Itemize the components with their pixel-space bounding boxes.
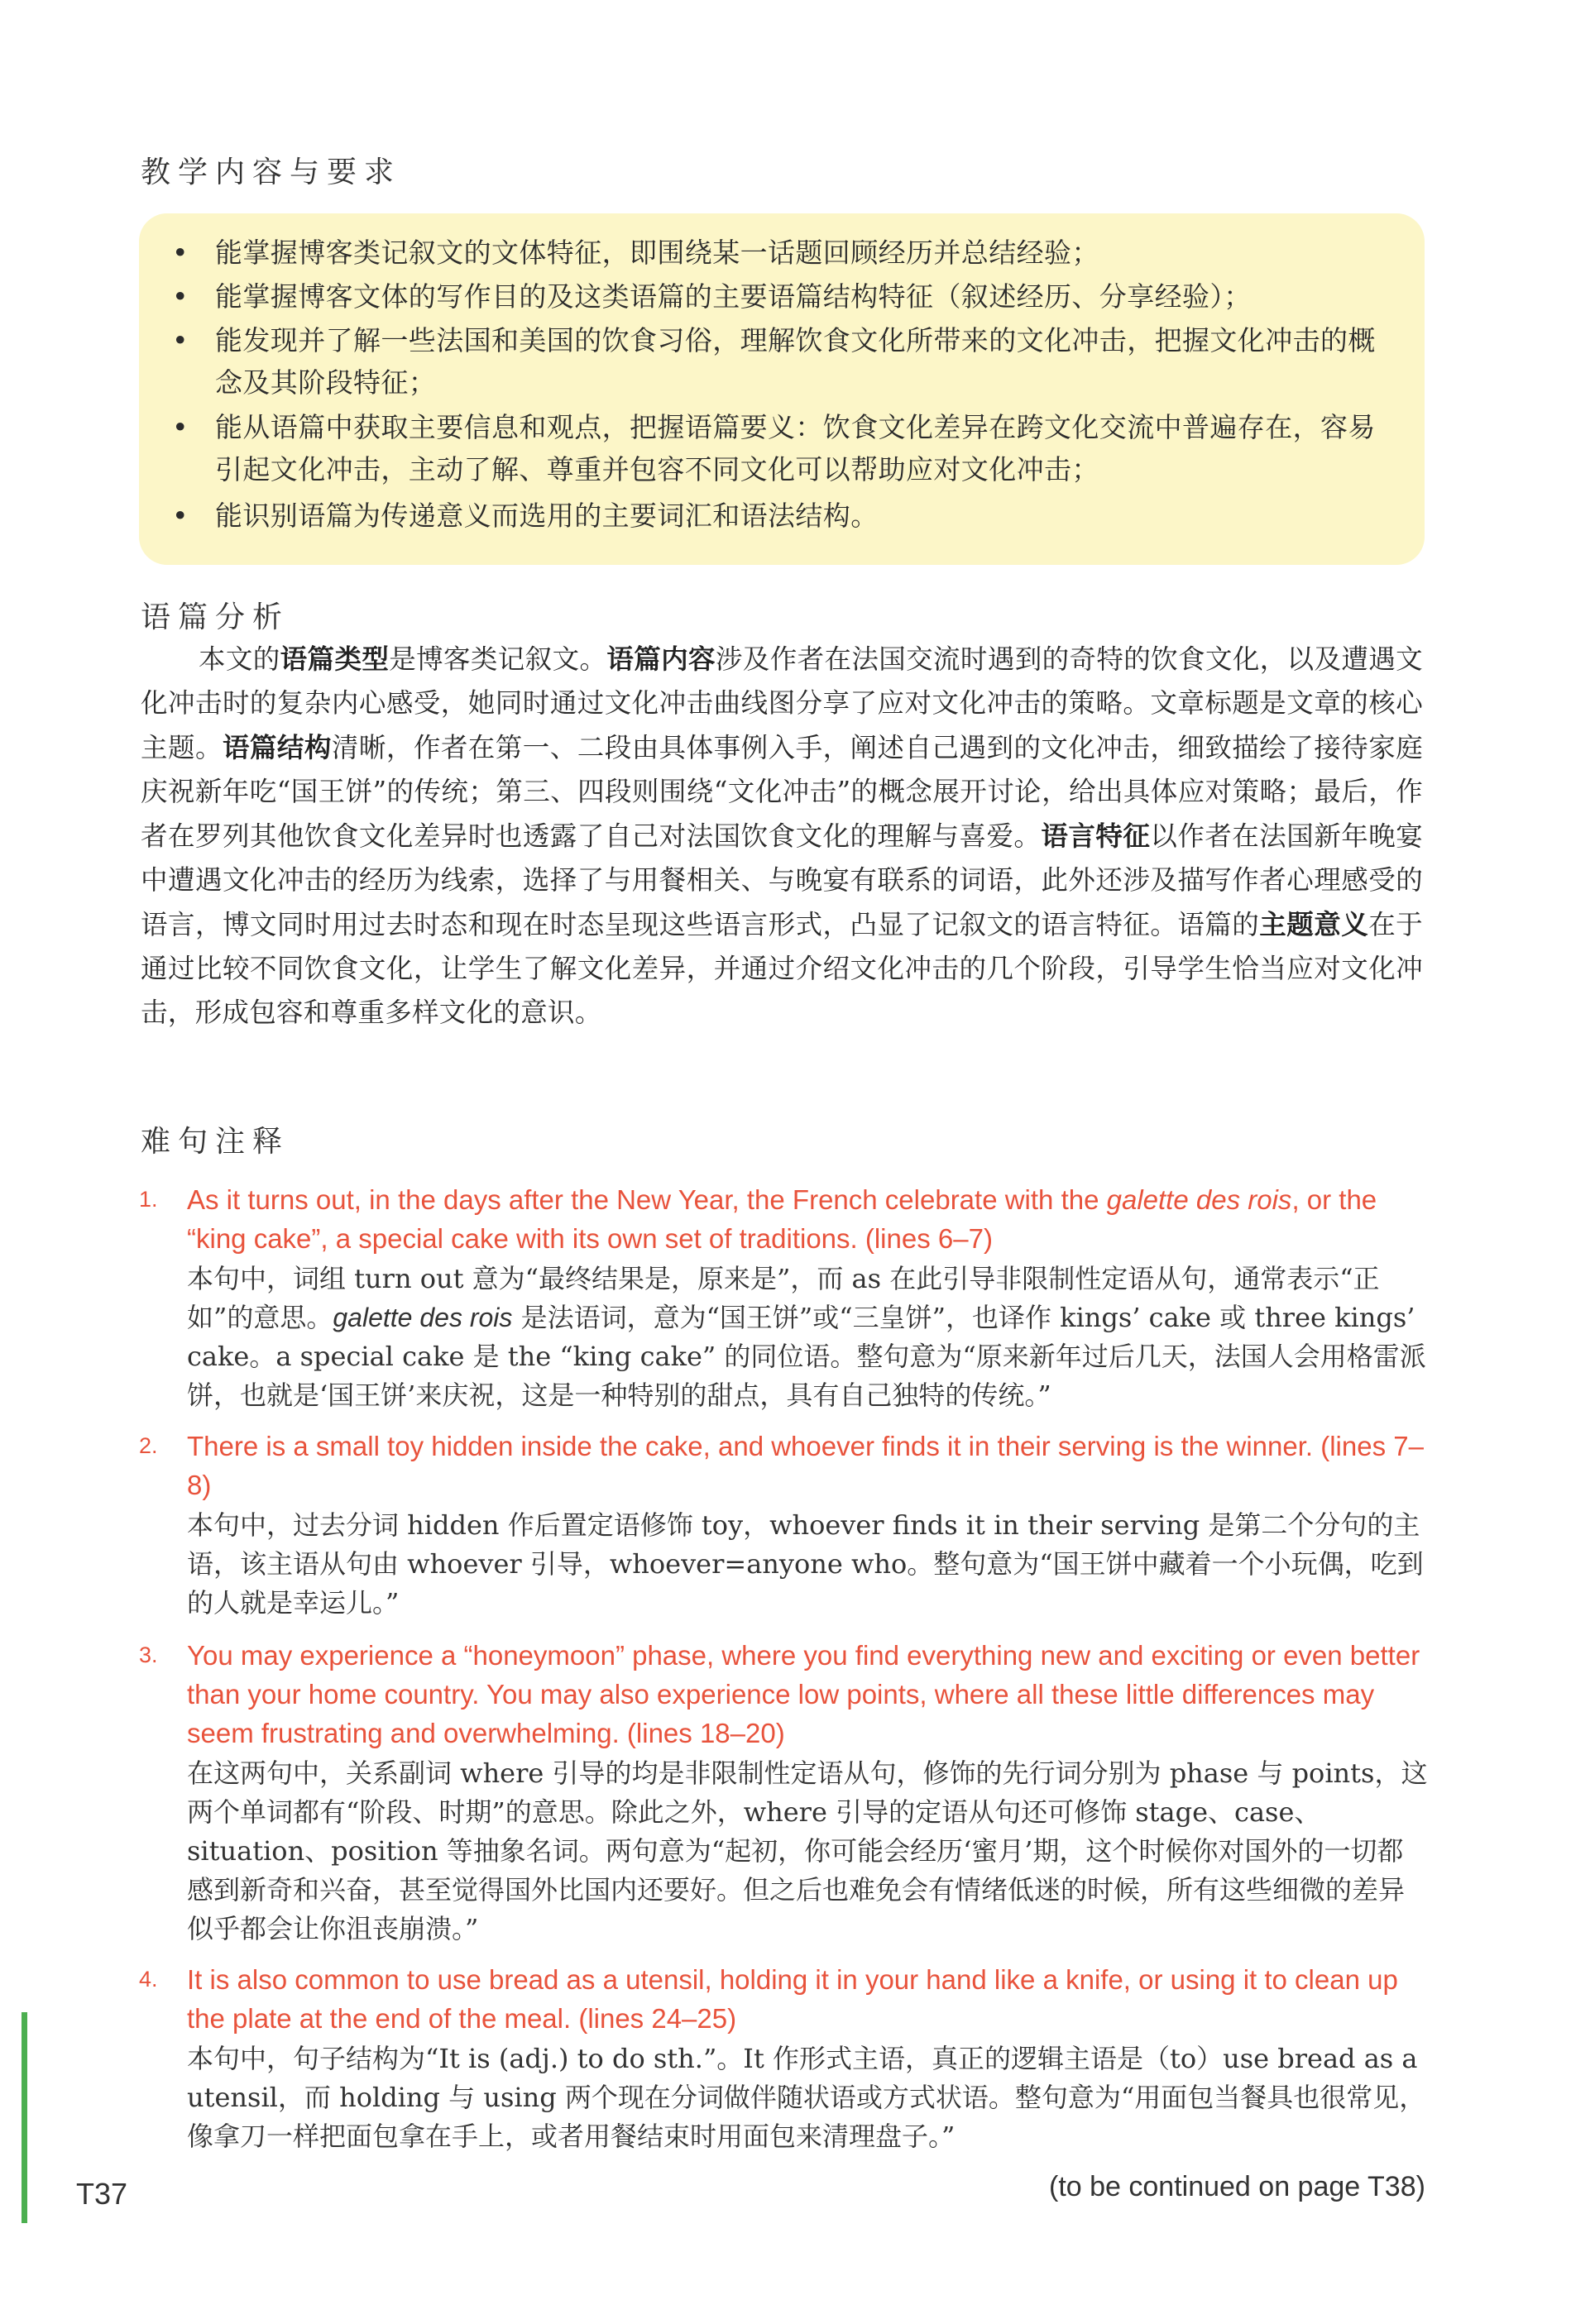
objective-item — [172, 495, 1391, 537]
objective-item — [172, 319, 1391, 404]
note-sentence — [139, 1960, 1430, 2038]
objectives-title: 教学内容与要求 — [141, 155, 402, 189]
page-number: T37 — [76, 2177, 128, 2211]
note-item — [139, 1180, 1430, 1415]
note-chinese: 本句中，句子结构为“It is (adj.) to do sth.”。It 作形式主语，真正的逻辑主语是（to）use bread as a utensil，而 holding 与 using 两个现在分词做伴随状语或方式状语。整句意为“用面包当餐具也很常见，像拿刀一样把面包拿在手上，或者用餐结束时用面包来清理盘子。” — [187, 2043, 1426, 2152]
margin-bar — [22, 2012, 27, 2223]
note-item — [139, 1960, 1430, 2156]
note-number: 2. — [139, 1433, 158, 1458]
note-sentence — [139, 1180, 1430, 1258]
objective-item — [172, 406, 1391, 490]
note-chinese: 是法语词，意为“国王饼”或“三皇饼”，也译作 kings’ cake 或 three kings’ cake。a special cake 是 the “king cake” 的同位语。整句意为“原来新年过后几天，法国人会用格雷派饼，也就是‘国王饼’来庆祝，这是一种特别的甜点，具有自己独特的传统。” — [187, 1302, 1426, 1411]
note-english: It is also common to use bread as a utensil, holding it in your hand like a knife, or using it to clean up the plate at the end of the meal. (lines 24–25) — [187, 1964, 1398, 2034]
note-number: 4. — [139, 1967, 158, 1992]
objectives-box — [139, 213, 1425, 565]
continued-note: (to be continued on page T38) — [1049, 2171, 1425, 2202]
objective-text: 能掌握博客文体的写作目的及这类语篇的主要语篇结构特征（叙述经历、分享经验）； — [215, 280, 1252, 313]
analysis-keyword: 语篇结构 — [222, 731, 332, 763]
bullet-icon: • — [172, 324, 189, 356]
note-chinese: 本句中，词组 turn out 意为“最终结果是，原来是”，而 as 在此引导非限制性定语从句，通常表示“正如”的意思。 — [187, 1263, 1380, 1333]
bullet-icon: • — [172, 237, 189, 269]
note-item — [139, 1427, 1430, 1623]
notes-title: 难句注释 — [141, 1125, 290, 1159]
objective-text: 能发现并了解一些法国和美国的饮食习俗，理解饮食文化所带来的文化冲击，把握文化冲击的概念及其阶段特征； — [215, 324, 1376, 399]
bullet-icon: • — [172, 500, 189, 532]
analysis-text: 本文的 — [199, 643, 280, 675]
analysis-text: 是博客类记叙文。 — [389, 643, 607, 675]
analysis-keyword: 语言特征 — [1041, 820, 1151, 852]
note-sentence — [139, 1636, 1430, 1753]
analysis-text: 以作者在法国新年晚宴中遭遇文化冲击的经历为线索，选择了与用餐相关、与晚宴有联系的词语，此外还涉及描写作者心理感受的语言，博文同时用过去时态和现在时态呈现这些语言形式，凸显了记叙文的语言特征。语篇的 — [141, 820, 1423, 940]
note-chinese-italic: galette des rois — [333, 1303, 513, 1332]
analysis-keyword: 主题意义 — [1259, 908, 1369, 940]
note-english: There is a small toy hidden inside the cake, and whoever finds it in their serving is the winner. (lines 7–8) — [187, 1431, 1424, 1500]
note-english: You may experience a “honeymoon” phase, where you find everything new and exciting or even better than your home country. You may also experience low points, where all these little differences may seem frustrating and overwhelming. (lines 18–20) — [187, 1640, 1420, 1748]
note-number: 1. — [139, 1187, 158, 1212]
analysis-text: 涉及作者在法国交流时遇到的奇特的饮食文化，以及遭遇文化冲击时的复杂内心感受，她同时通过文化冲击曲线图分享了应对文化冲击的策略。文章标题是文章的核心主题。 — [141, 643, 1423, 763]
analysis-text: 清晰，作者在第一、二段由具体事例入手，阐述自己遇到的文化冲击，细致描绘了接待家庭庆祝新年吃“国王饼”的传统；第三、四段则围绕“文化冲击”的概念展开讨论，给出具体应对策略；最后，作者在罗列其他饮食文化差异时也透露了自己对法国饮食文化的理解与喜爱。 — [141, 732, 1423, 852]
analysis-keyword: 语篇内容 — [606, 643, 716, 675]
objective-text: 能掌握博客类记叙文的文体特征，即围绕某一话题回顾经历并总结经验； — [215, 237, 1099, 269]
bullet-icon: • — [172, 411, 189, 443]
objective-text: 能从语篇中获取主要信息和观点，把握语篇要义：饮食文化差异在跨文化交流中普遍存在，容易引起文化冲击，主动了解、尊重并包容不同文化可以帮助应对文化冲击； — [215, 411, 1376, 485]
analysis-title: 语篇分析 — [141, 600, 290, 634]
analysis-paragraph — [141, 637, 1423, 1035]
note-chinese: 在这两句中，关系副词 where 引导的均是非限制性定语从句，修饰的先行词分别为 phase 与 points，这两个单词都有“阶段、时期”的意思。除此之外，where 引导的定语从句还可修饰 stage、case、situation、position 等抽象名词。两句意为“起初，你可能会经历‘蜜月’期，这个时候你对国外的一切都感到新奇和兴奋，甚至觉得国外比国内还要好。但之后也难免会有情绪低迷的时候，所有这些细微的差异似乎都会让你沮丧崩溃。” — [187, 1757, 1428, 1944]
note-sentence — [139, 1427, 1430, 1504]
bullet-icon: • — [172, 280, 189, 313]
analysis-keyword: 语篇类型 — [280, 643, 390, 675]
note-english-italic: galette des rois — [1106, 1184, 1292, 1215]
analysis-text: 在于通过比较不同饮食文化，让学生了解文化差异，并通过介绍文化冲击的几个阶段，引导学生恰当应对文化冲击，形成包容和尊重多样文化的意识。 — [141, 909, 1423, 1028]
note-english: , or the “king cake”, a special cake with its own set of traditions. (lines 6–7) — [187, 1184, 1377, 1254]
objective-text: 能识别语篇为传递意义而选用的主要词汇和语法结构。 — [215, 500, 879, 532]
note-english: As it turns out, in the days after the New Year, the French celebrate with the — [187, 1184, 1107, 1215]
note-explanation — [187, 1260, 1430, 1415]
objective-item — [172, 232, 1391, 274]
note-chinese: 本句中，过去分词 hidden 作后置定语修饰 toy，whoever finds it in their serving 是第二个分句的主语，该主语从句由 whoever 引导，whoever=anyone who。整句意为“国王饼中藏着一个小玩偶，吃到的人就是幸运儿。” — [187, 1509, 1424, 1619]
objective-item — [172, 275, 1391, 318]
note-number: 3. — [139, 1643, 158, 1667]
note-item — [139, 1636, 1430, 1949]
